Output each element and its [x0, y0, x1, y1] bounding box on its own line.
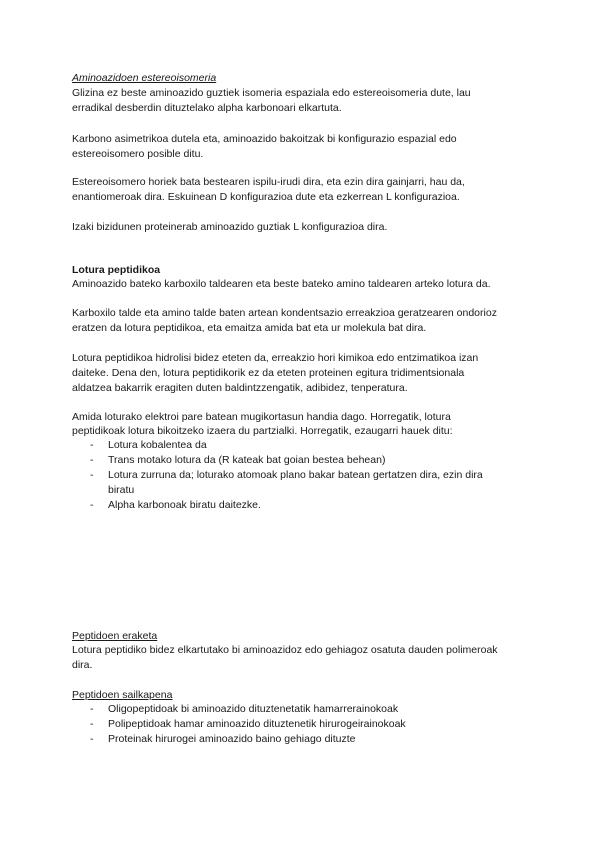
heading-peptidoen-eraketa: Peptidoen eraketa	[72, 630, 158, 642]
list-bullet: -	[90, 454, 94, 466]
paragraph-line: Estereoisomero horiek bata bestearen ispilu-irudi dira, eta ezin dira gainjarri, hau da,	[72, 176, 465, 188]
list-bullet: -	[90, 733, 94, 745]
paragraph-line: peptidikoak lotura bikoitzeko izaera du partzialki. Horregatik, ezaugarri hauek ditu:	[72, 425, 453, 437]
paragraph-line: Karboxilo talde eta amino talde baten artean kondentsazio erreakzioa geratzearen ondorioz	[72, 307, 497, 319]
paragraph-line: Lotura peptidikoa hidrolisi bidez eteten da, erreakzio hori kimikoa edo entzimatikoa izan	[72, 352, 479, 364]
paragraph-line: Glizina ez beste aminoazido guztiek isomeria espaziala edo estereoisomeria dute, lau	[72, 87, 471, 99]
list-item: Proteinak hirurogei aminoazido baino gehiago dituzte	[108, 733, 356, 745]
paragraph-line: Aminoazido bateko karboxilo taldearen eta beste bateko amino taldearen arteko lotura da.	[72, 278, 491, 290]
paragraph-line: erradikal desberdin dituztelako alpha karbonoari elkartuta.	[72, 102, 342, 114]
paragraph-line: Amida loturako elektroi pare batean mugikortasun handia dago. Horregatik, lotura	[72, 411, 451, 423]
paragraph-line: Lotura peptidiko bidez elkartutako bi aminoazidoz edo gehiagoz osatuta dauden polimeroak	[72, 644, 498, 656]
heading-peptidoen-sailkapena: Peptidoen sailkapena	[72, 689, 173, 701]
paragraph-line: daiteke. Dena den, lotura peptidikorik ez da eteten proteinen egitura tridimentsionala	[72, 367, 465, 379]
heading-aminoazidoen-estereoisomeria: Aminoazidoen estereoisomeria	[72, 72, 217, 84]
paragraph-line: estereoisomero posible ditu.	[72, 148, 204, 160]
paragraph-line: Karbono asimetrikoa dutela eta, aminoazido bakoitzak bi konfigurazio espazial edo	[72, 133, 457, 145]
paragraph-line: Izaki bizidunen proteinerab aminoazido guztiak L konfigurazioa dira.	[72, 221, 388, 233]
list-bullet: -	[90, 469, 94, 481]
list-item: Lotura kobalentea da	[108, 439, 207, 451]
list-bullet: -	[90, 439, 94, 451]
paragraph-line: eratzen da lotura peptidikoa, eta emaitza amida bat eta ur molekula bat dira.	[72, 322, 427, 334]
heading-lotura-peptidikoa: Lotura peptidikoa	[72, 264, 161, 276]
list-item: Oligopeptidoak bi aminoazido dituztenetatik hamarrerainokoak	[108, 703, 399, 715]
paragraph-line: dira.	[72, 659, 93, 671]
list-item: Polipeptidoak hamar aminoazido dituztenetik hirurogeirainokoak	[108, 718, 406, 730]
list-bullet: -	[90, 703, 94, 715]
paragraph-line: enantiomeroak dira. Eskuinean D konfigurazioa dute eta ezkerrean L konfigurazioa.	[72, 191, 460, 203]
list-bullet: -	[90, 499, 94, 511]
list-item: Trans motako lotura da (R kateak bat goian bestea behean)	[108, 454, 386, 466]
list-item: Alpha karbonoak biratu daitezke.	[108, 499, 261, 511]
paragraph-line: aldatzea bakarrik eragiten duten baldintzzengatik, adibidez, tenperatura.	[72, 382, 408, 394]
list-item: Lotura zurruna da; loturako atomoak plano bakar batean gertatzen dira, ezin dira	[108, 469, 483, 481]
list-bullet: -	[90, 718, 94, 730]
list-item-continuation: biratu	[108, 484, 135, 496]
